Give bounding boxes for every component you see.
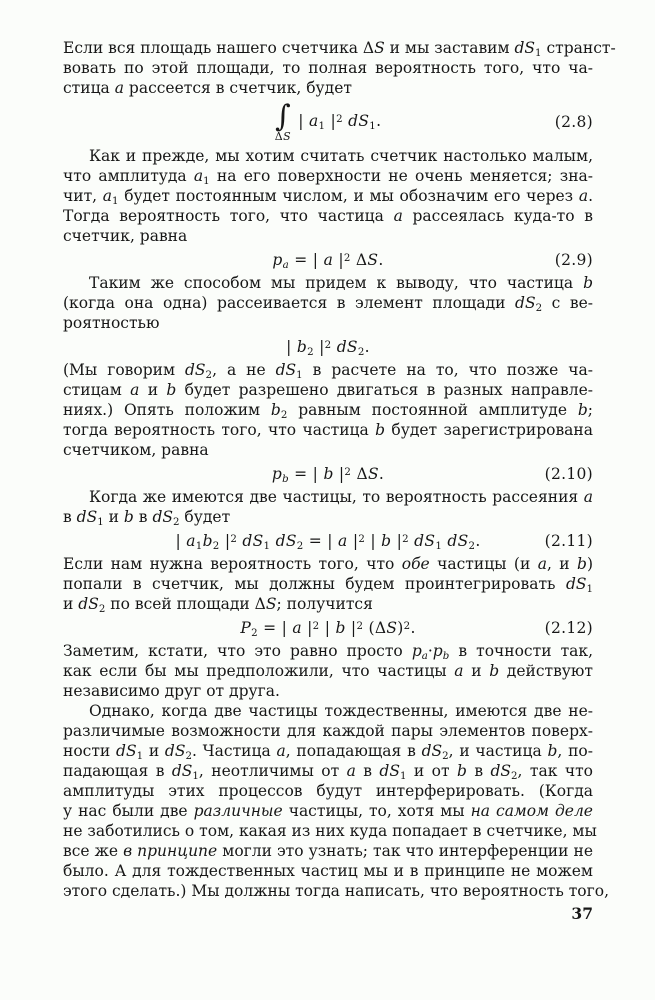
equation-body: | $a_1b_2$ $|^2$ $dS_1$ $dS_2$ = | a $|^2$ | b $|^2$ $dS_1$ $dS_2$. <box>175 531 481 552</box>
text-line: было. А для тождественных частиц мы и в принципе не можем <box>63 862 593 880</box>
paragraph-3 <box>63 273 593 333</box>
text-line: чит, $a_1$ будет постоянным числом, и мы обозначим его через a. <box>63 187 593 207</box>
equation-2-9 <box>63 247 593 272</box>
text-line: ности $dS_1$ и $dS_2$. Частица a, попадающая в $dS_2$, и частица b, по- <box>63 742 593 762</box>
paragraph-8 <box>63 701 609 901</box>
text-line: амплитуды этих процессов будут интерферировать. (Когда <box>63 782 593 800</box>
paragraph-1 <box>63 38 616 98</box>
equation-2-11 <box>63 528 593 553</box>
text-line: Если вся площадь нашего счетчика ΔS и мы заставим $dS_1$ странст- <box>63 39 616 59</box>
text-line: Как и прежде, мы хотим считать счетчик настолько малым, <box>89 147 593 165</box>
text-line: независимо друг от друга. <box>63 682 280 700</box>
equation-body: | $b_2$ $|^2$ $dS_2$. <box>286 337 370 358</box>
text-line: стицам a и b будет разрешено двигаться в разных направле- <box>63 381 594 399</box>
page-number: 37 <box>571 904 593 923</box>
text-line: счетчиком, равна <box>63 441 209 459</box>
equation-number: (2.12) <box>544 618 593 637</box>
text-line: не заботились о том, какая из них куда попадает в счетчике, мы <box>63 822 597 840</box>
text-line: падающая в $dS_1$, неотличимы от a в $dS_1$ и от b в $dS_2$, так что <box>63 762 593 782</box>
text-line: этого сделать.) Мы должны тогда написать, что вероятность того, <box>63 882 609 900</box>
text-line: у нас были две различные частицы, то, хотя мы на самом деле <box>63 802 593 820</box>
page-text <box>63 38 616 901</box>
text-line: как если бы мы предположили, что частицы a и b действуют <box>63 662 593 680</box>
equation-body: $p_a$ = | a $|^2$ ΔS. <box>272 250 384 271</box>
equation-2-8 <box>63 99 593 145</box>
page-footer <box>63 904 593 924</box>
text-line: роятностью <box>63 314 160 332</box>
text-line: (когда она одна) рассеивается в элемент площади $dS_2$ с ве- <box>63 294 593 314</box>
equation-body: $P_2$ = | a $|^2$ | b $|^2$ $(\Delta S)^2$. <box>240 618 416 639</box>
equation-2-12 <box>63 615 593 640</box>
text-line: различимые возможности для каждой пары элементов поверх- <box>63 722 593 740</box>
equation-number: (2.11) <box>544 531 593 550</box>
text-line: счетчик, равна <box>63 227 188 245</box>
text-line: Однако, когда две частицы тождественны, имеются две не- <box>89 702 593 720</box>
equation-body: ∫ ΔS | $a_1$ $|^2$ $dS_1$. <box>274 99 382 143</box>
paragraph-5 <box>63 487 593 527</box>
text-line: (Мы говорим $dS_2$, а не $dS_1$ в расчете на то, что позже ча- <box>63 361 593 381</box>
text-line: все же в принципе могли это узнать; так что интерференции не <box>63 842 594 860</box>
equation-number: (2.9) <box>554 250 593 269</box>
equation-2-10 <box>63 461 593 486</box>
paragraph-4 <box>63 360 593 460</box>
equation-body: $p_b$ = | b $|^2$ ΔS. <box>271 464 385 485</box>
paragraph-7 <box>63 641 593 701</box>
text-line: стица a рассеется в счетчик, будет <box>63 79 352 97</box>
text-line: Когда же имеются две частицы, то вероятность рассеяния a <box>89 488 593 506</box>
equation-unnumbered <box>63 334 593 359</box>
text-line: Таким же способом мы придем к выводу, что частица b <box>89 274 593 292</box>
paragraph-2 <box>63 146 593 246</box>
equation-number: (2.10) <box>544 464 593 483</box>
text-line: попали в счетчик, мы должны будем проинтегрировать $dS_1$ <box>63 575 593 595</box>
text-line: что амплитуда $a_1$ на его поверхности не очень меняется; зна- <box>63 167 594 187</box>
text-line: Заметим, кстати, что это равно просто $p_a\cdot p_b$ в точности так, <box>63 642 594 662</box>
text-line: Если нам нужна вероятность того, что обе частицы (и a, и b) <box>63 555 593 573</box>
text-line: вовать по этой площади, то полная вероятность того, что ча- <box>63 59 593 77</box>
text-line: в $dS_1$ и b в $dS_2$ будет <box>63 508 231 528</box>
text-line: тогда вероятность того, что частица b будет зарегистрирована <box>63 421 593 439</box>
text-line: Тогда вероятность того, что частица a рассеялась куда-то в <box>63 207 593 225</box>
paragraph-6 <box>63 554 593 614</box>
equation-number: (2.8) <box>554 113 593 131</box>
text-line: и $dS_2$ по всей площади ΔS; получится <box>63 595 373 615</box>
text-line: ниях.) Опять положим $b_2$ равным постоянной амплитуде b; <box>63 401 593 421</box>
